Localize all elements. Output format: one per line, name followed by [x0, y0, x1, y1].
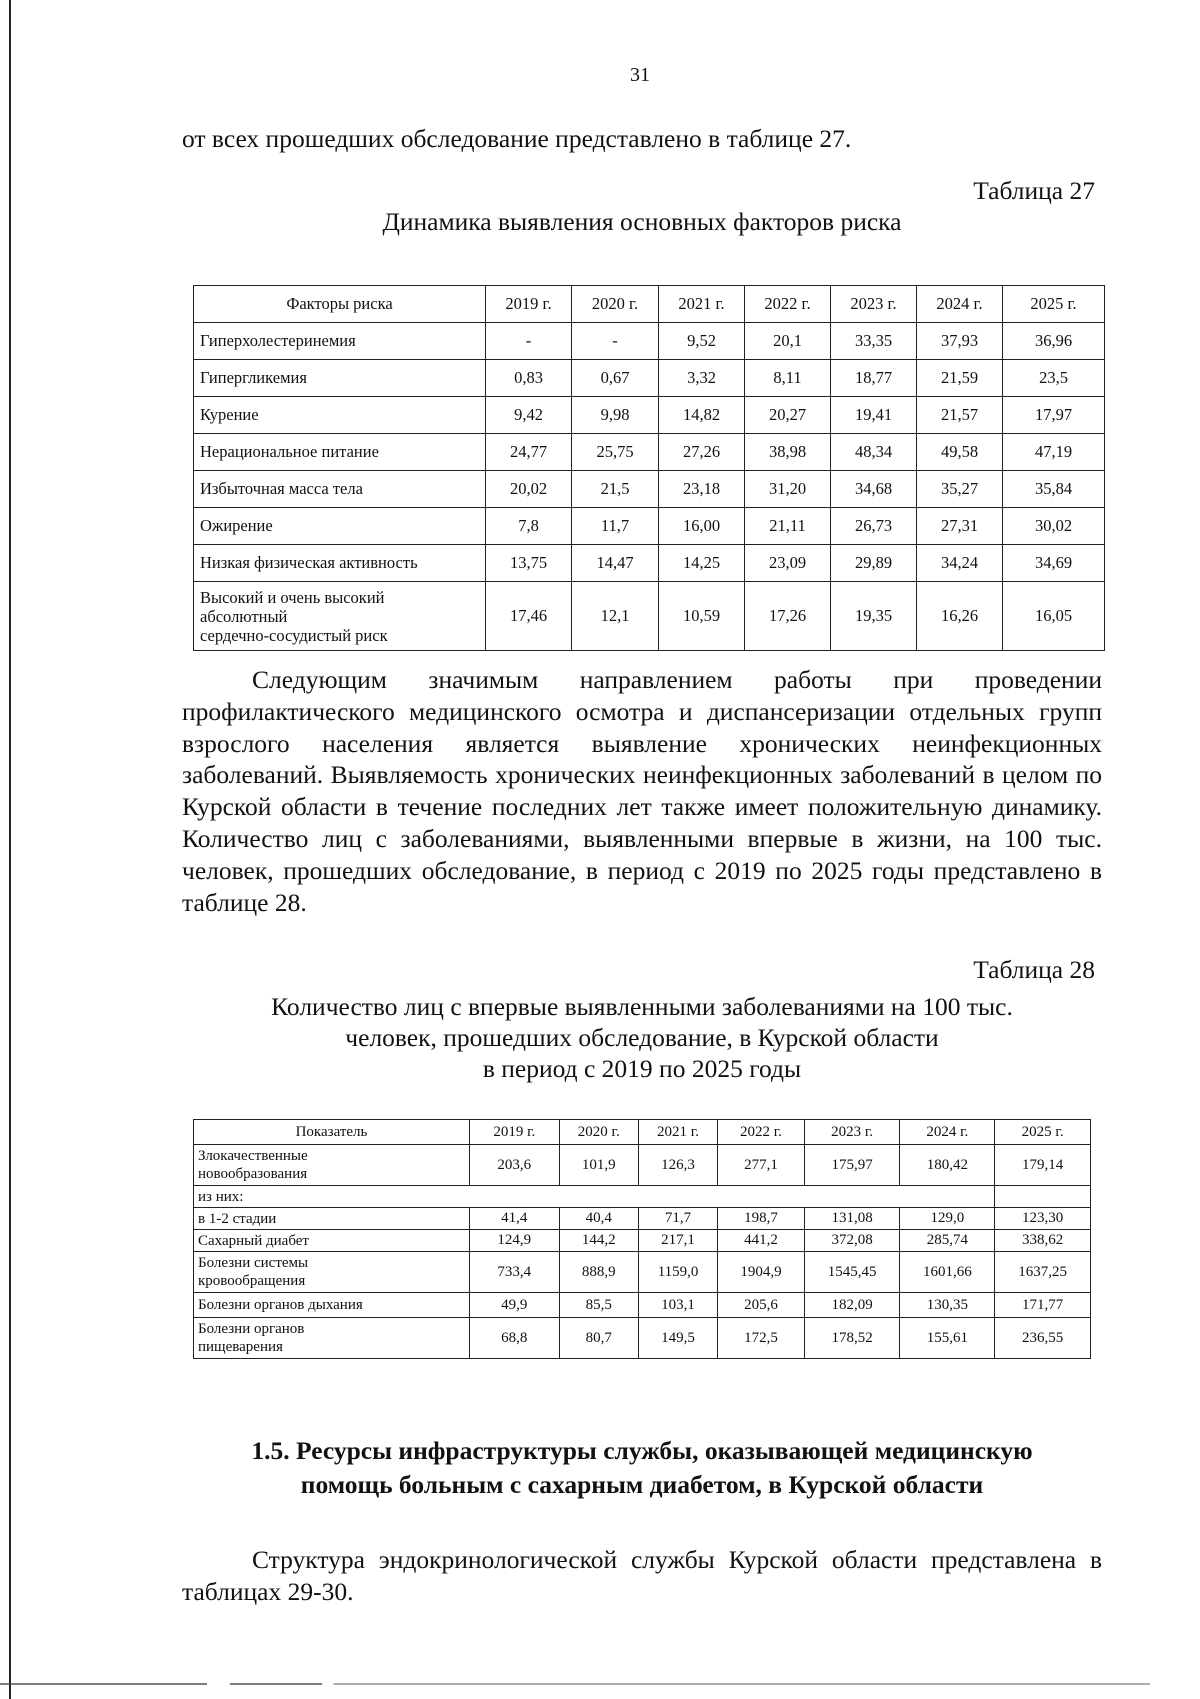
row-label: Гиперхолестеринемия — [194, 323, 486, 360]
cell: 1637,25 — [995, 1252, 1091, 1293]
row-label — [194, 1318, 470, 1359]
section-heading-line: 1.5. Ресурсы инфраструктуры службы, оказывающей медицинскую — [251, 1436, 1033, 1465]
cell: 14,25 — [659, 545, 745, 582]
header-cell: 2022 г. — [745, 286, 831, 323]
row-label: Низкая физическая активность — [194, 545, 486, 582]
row-label: Нерациональное питание — [194, 434, 486, 471]
cell: 21,5 — [572, 471, 659, 508]
cell: 14,47 — [572, 545, 659, 582]
cell: 144,2 — [559, 1230, 638, 1252]
table27-title: Динамика выявления основных факторов риска — [382, 207, 902, 236]
cell: 1159,0 — [638, 1252, 717, 1293]
table-row — [194, 434, 1105, 471]
cell: 19,35 — [831, 582, 917, 651]
row-label: Избыточная масса тела — [194, 471, 486, 508]
cell: 16,26 — [917, 582, 1003, 651]
cell: 17,26 — [745, 582, 831, 651]
cell: 21,57 — [917, 397, 1003, 434]
table28-title — [182, 991, 1102, 1084]
cell: 131,08 — [804, 1208, 900, 1230]
cell: 49,58 — [917, 434, 1003, 471]
cell: 103,1 — [638, 1293, 717, 1318]
cell: 178,52 — [804, 1318, 900, 1359]
cell: 49,9 — [470, 1293, 560, 1318]
cell: 37,93 — [917, 323, 1003, 360]
table28-label: Таблица 28 — [973, 955, 1095, 984]
cell: 23,09 — [745, 545, 831, 582]
cell: 372,08 — [804, 1230, 900, 1252]
table-row — [194, 1252, 1091, 1293]
header-cell: Показатель — [194, 1120, 470, 1145]
page-left-edge — [9, 0, 11, 1699]
cell: - — [572, 323, 659, 360]
cell: 26,73 — [831, 508, 917, 545]
cell: 30,02 — [1003, 508, 1105, 545]
cell: 205,6 — [718, 1293, 805, 1318]
cell: 126,3 — [638, 1145, 717, 1186]
section-heading — [182, 1434, 1102, 1502]
header-cell: 2025 г. — [1003, 286, 1105, 323]
cell: 48,34 — [831, 434, 917, 471]
paragraph-2: Структура эндокринологической службы Курской области представлена в таблицах 29-30. — [182, 1545, 1102, 1606]
cell: 47,19 — [1003, 434, 1105, 471]
header-cell: 2023 г. — [804, 1120, 900, 1145]
cell: 182,09 — [804, 1293, 900, 1318]
cell: 3,32 — [659, 360, 745, 397]
cell: 1601,66 — [900, 1252, 995, 1293]
table27-label: Таблица 27 — [973, 176, 1095, 205]
cell: 71,7 — [638, 1208, 717, 1230]
row-label-line: сердечно-сосудистый риск — [200, 625, 388, 645]
cell: 124,9 — [470, 1230, 560, 1252]
header-cell: 2019 г. — [486, 286, 572, 323]
intro-line: от всех прошедших обследование представлено в таблице 27. — [182, 124, 852, 153]
cell: 277,1 — [718, 1145, 805, 1186]
cell: 33,35 — [831, 323, 917, 360]
paragraph-1: Следующим значимым направлением работы при проведении профилактического медицинского осмотра и диспансеризации отдельных групп взрослого населения является выявление хронических неинфекционных заболеваний. Выявляемость хронических неинфекционных заболеваний в целом по Курской области в течение последних лет также имеет положительную динамику. Количество лиц с заболеваниями, выявленными впервые в жизни, на 100 тыс. человек, прошедших обследование, в период с 2019 по 2025 годы представлено в таблице 28. — [182, 665, 1102, 917]
cell: 35,27 — [917, 471, 1003, 508]
cell: 23,5 — [1003, 360, 1105, 397]
row-label-line: абсолютный — [200, 606, 288, 626]
row-label — [194, 582, 486, 651]
cell: 34,68 — [831, 471, 917, 508]
row-label-line: Злокачественные — [198, 1148, 308, 1164]
cell: 338,62 — [995, 1230, 1091, 1252]
row-label — [194, 1252, 470, 1293]
cell: 180,42 — [900, 1145, 995, 1186]
cell: 17,46 — [486, 582, 572, 651]
row-label-line: кровообращения — [198, 1273, 306, 1289]
cell: 9,98 — [572, 397, 659, 434]
cell: 123,30 — [995, 1208, 1091, 1230]
table-row — [194, 1318, 1091, 1359]
row-label: в 1-2 стадии — [194, 1208, 470, 1230]
cell: 171,77 — [995, 1293, 1091, 1318]
cell: 0,83 — [486, 360, 572, 397]
table-row — [194, 508, 1105, 545]
cell: - — [486, 323, 572, 360]
row-label-line: Высокий и очень высокий — [200, 587, 385, 607]
table-row — [194, 1230, 1091, 1252]
header-cell: 2021 г. — [659, 286, 745, 323]
header-cell: 2024 г. — [917, 286, 1003, 323]
cell: 175,97 — [804, 1145, 900, 1186]
header-cell: 2021 г. — [638, 1120, 717, 1145]
cell: 20,1 — [745, 323, 831, 360]
cell: 155,61 — [900, 1318, 995, 1359]
cell: 25,75 — [572, 434, 659, 471]
header-cell: 2022 г. — [718, 1120, 805, 1145]
header-cell: 2024 г. — [900, 1120, 995, 1145]
table27 — [193, 285, 1105, 651]
table-row — [194, 397, 1105, 434]
cell: 11,7 — [572, 508, 659, 545]
cell: 36,96 — [1003, 323, 1105, 360]
cell: 20,02 — [486, 471, 572, 508]
cell: 236,55 — [995, 1318, 1091, 1359]
cell: 149,5 — [638, 1318, 717, 1359]
table-row — [194, 323, 1105, 360]
section-heading-line: помощь больным с сахарным диабетом, в Курской области — [300, 1470, 984, 1499]
cell: 9,42 — [486, 397, 572, 434]
page-number: 31 — [630, 64, 650, 86]
table-header-row — [194, 1120, 1091, 1145]
table-row — [194, 471, 1105, 508]
row-label: Курение — [194, 397, 486, 434]
row-label-line: пищеварения — [198, 1339, 283, 1355]
row-label: Болезни органов дыхания — [194, 1293, 470, 1318]
cell: 441,2 — [718, 1230, 805, 1252]
cell — [995, 1186, 1091, 1208]
cell: 27,31 — [917, 508, 1003, 545]
subhead-label: из них: — [194, 1186, 995, 1208]
cell: 35,84 — [1003, 471, 1105, 508]
cell: 21,59 — [917, 360, 1003, 397]
cell: 1904,9 — [718, 1252, 805, 1293]
cell: 40,4 — [559, 1208, 638, 1230]
table-subhead-row — [194, 1186, 1091, 1208]
cell: 38,98 — [745, 434, 831, 471]
header-cell: 2020 г. — [572, 286, 659, 323]
cell: 9,52 — [659, 323, 745, 360]
cell: 285,74 — [900, 1230, 995, 1252]
cell: 16,05 — [1003, 582, 1105, 651]
cell: 8,11 — [745, 360, 831, 397]
header-cell: 2023 г. — [831, 286, 917, 323]
table-row — [194, 545, 1105, 582]
cell: 68,8 — [470, 1318, 560, 1359]
header-cell: Факторы риска — [194, 286, 486, 323]
row-label: Сахарный диабет — [194, 1230, 470, 1252]
page-bottom-edge — [0, 1683, 1150, 1685]
cell: 27,26 — [659, 434, 745, 471]
cell: 1545,45 — [804, 1252, 900, 1293]
table28-title-line: человек, прошедших обследование, в Курской области — [345, 1023, 939, 1052]
cell: 18,77 — [831, 360, 917, 397]
cell: 17,97 — [1003, 397, 1105, 434]
table-row — [194, 1145, 1091, 1186]
cell: 172,5 — [718, 1318, 805, 1359]
header-cell: 2020 г. — [559, 1120, 638, 1145]
cell: 12,1 — [572, 582, 659, 651]
cell: 14,82 — [659, 397, 745, 434]
cell: 85,5 — [559, 1293, 638, 1318]
row-label — [194, 1145, 470, 1186]
cell: 0,67 — [572, 360, 659, 397]
header-cell: 2025 г. — [995, 1120, 1091, 1145]
cell: 10,59 — [659, 582, 745, 651]
cell: 7,8 — [486, 508, 572, 545]
cell: 130,35 — [900, 1293, 995, 1318]
cell: 21,11 — [745, 508, 831, 545]
cell: 41,4 — [470, 1208, 560, 1230]
cell: 24,77 — [486, 434, 572, 471]
cell: 101,9 — [559, 1145, 638, 1186]
row-label: Гипергликемия — [194, 360, 486, 397]
cell: 733,4 — [470, 1252, 560, 1293]
table-header-row — [194, 286, 1105, 323]
cell: 80,7 — [559, 1318, 638, 1359]
table-row — [194, 360, 1105, 397]
table-row — [194, 1293, 1091, 1318]
row-label: Ожирение — [194, 508, 486, 545]
cell: 20,27 — [745, 397, 831, 434]
cell: 34,24 — [917, 545, 1003, 582]
table-row — [194, 1208, 1091, 1230]
cell: 203,6 — [470, 1145, 560, 1186]
cell: 16,00 — [659, 508, 745, 545]
cell: 19,41 — [831, 397, 917, 434]
row-label-line: Болезни органов — [198, 1321, 305, 1337]
cell: 217,1 — [638, 1230, 717, 1252]
cell: 198,7 — [718, 1208, 805, 1230]
cell: 23,18 — [659, 471, 745, 508]
table28-title-line: в период с 2019 по 2025 годы — [482, 1054, 802, 1083]
row-label-line: новообразования — [198, 1166, 308, 1182]
cell: 13,75 — [486, 545, 572, 582]
row-label-line: Болезни системы — [198, 1255, 309, 1271]
table-row — [194, 582, 1105, 651]
table28 — [193, 1119, 1091, 1359]
header-cell: 2019 г. — [470, 1120, 560, 1145]
cell: 129,0 — [900, 1208, 995, 1230]
cell: 179,14 — [995, 1145, 1091, 1186]
table28-title-line: Количество лиц с впервые выявленными заболеваниями на 100 тыс. — [271, 992, 1013, 1021]
cell: 888,9 — [559, 1252, 638, 1293]
cell: 31,20 — [745, 471, 831, 508]
cell: 34,69 — [1003, 545, 1105, 582]
cell: 29,89 — [831, 545, 917, 582]
